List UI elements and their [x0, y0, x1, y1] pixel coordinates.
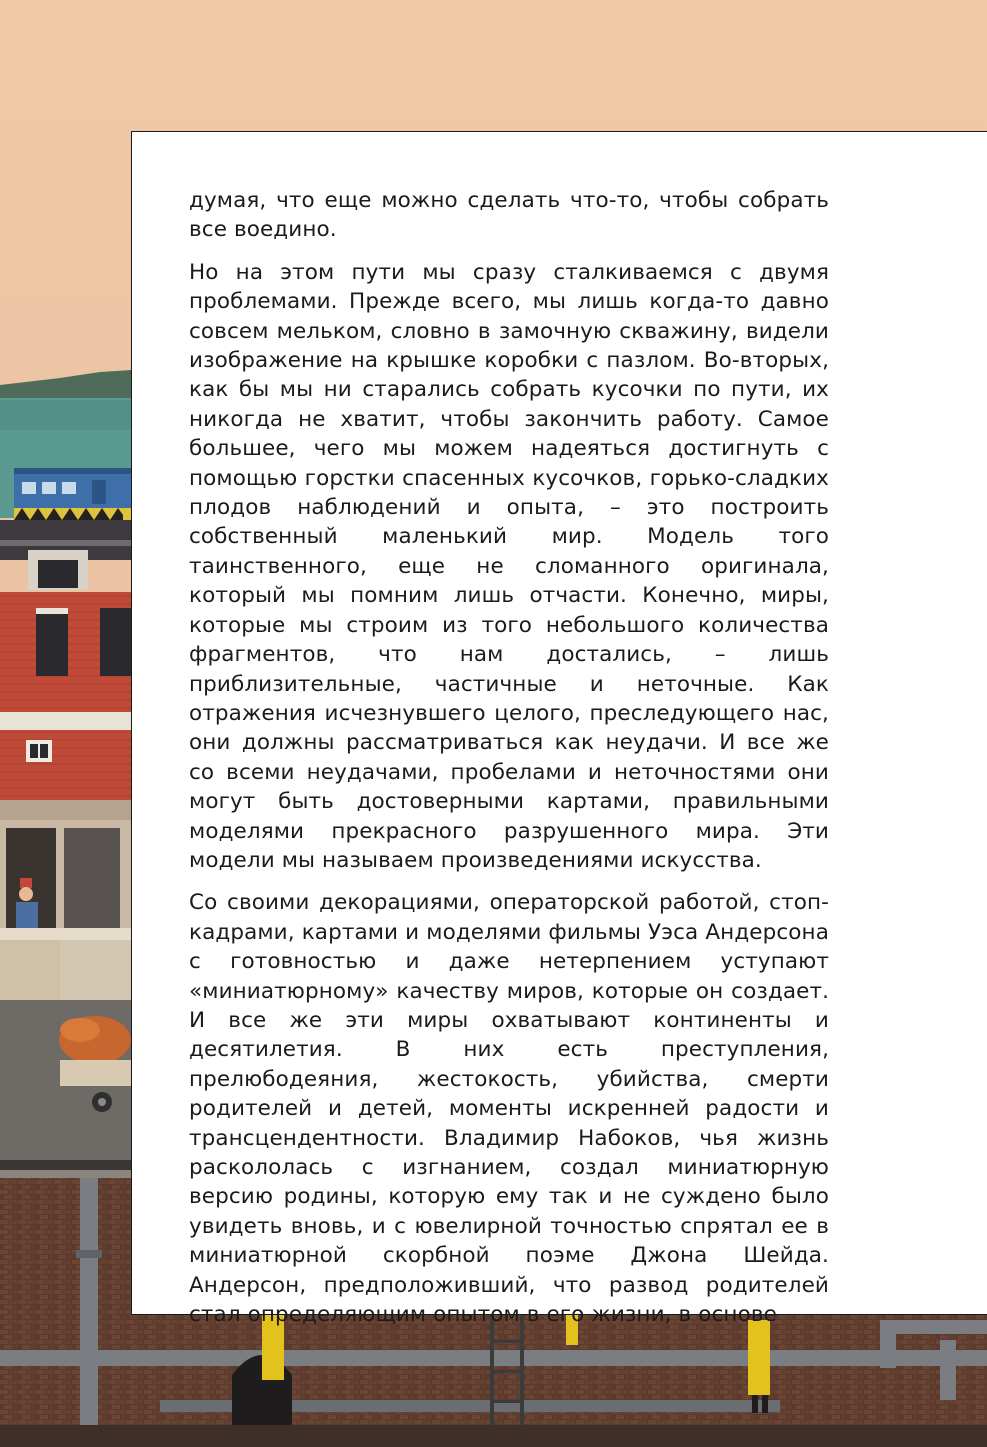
paragraph: думая, что еще можно сделать что-то, чтобы собрать все воедино.: [189, 188, 829, 243]
paragraph: Но на этом пути мы сразу сталкиваемся с двумя проблемами. Прежде всего, мы лишь когда-то давно совсем мельком, словно в замочную скважину, видели изображение на крышке коробки с пазлом. Во-вторых, как бы мы ни старались собрать кусочки по пути, их никогда не хватит, чтобы закончить работу. Самое большее, чего мы можем надеяться достигнуть с помощью горстки спасенных кусочков, горько-сладких плодов наблюдений и опыта, – это построить собственный маленький мир. Модель того таинственного, еще не сломанного оригинала, который мы помним лишь отчасти. Конечно, миры, которые мы строим из того небольшого количества фрагментов, что нам достались, – лишь приблизительные, частичные и неточные. Как отражения исчезнувшего целого, преследующего нас, они должны рассматриваться как неудачи. И все же со всеми неудачами, пробелами и неточностями они могут быть достоверными картами, правильными моделями прекрасного разрушенного мира. Эти модели мы называем произведениями искусства.: [189, 259, 829, 873]
body-text: [189, 186, 829, 1342]
text-page: [131, 131, 987, 1328]
paragraph: Со своими декорациями, операторской работой, стоп-кадрами, картами и моделями фильмы Уэса Андерсона с готовностью и даже нетерпением уступают «миниатюрному» качеству миров, которые он создает. И все же эти миры охватывают континенты и десятилетия. В них есть преступления, прелюбодеяния, жестокость, убийства, смерти родителей и детей, моменты искренней радости и трансцендентности. Владимир Набоков, чья жизнь раскололась с изгнанием, создал миниатюрную версию родины, которую ему так и не суждено было увидеть вновь, и с ювелирной точностью спрятал ее в миниатюрной скорбной поэме Джона Шейда. Андерсон, предположивший, что развод родителей стал определяющим опытом в его жизни, в основе: [189, 890, 829, 1328]
